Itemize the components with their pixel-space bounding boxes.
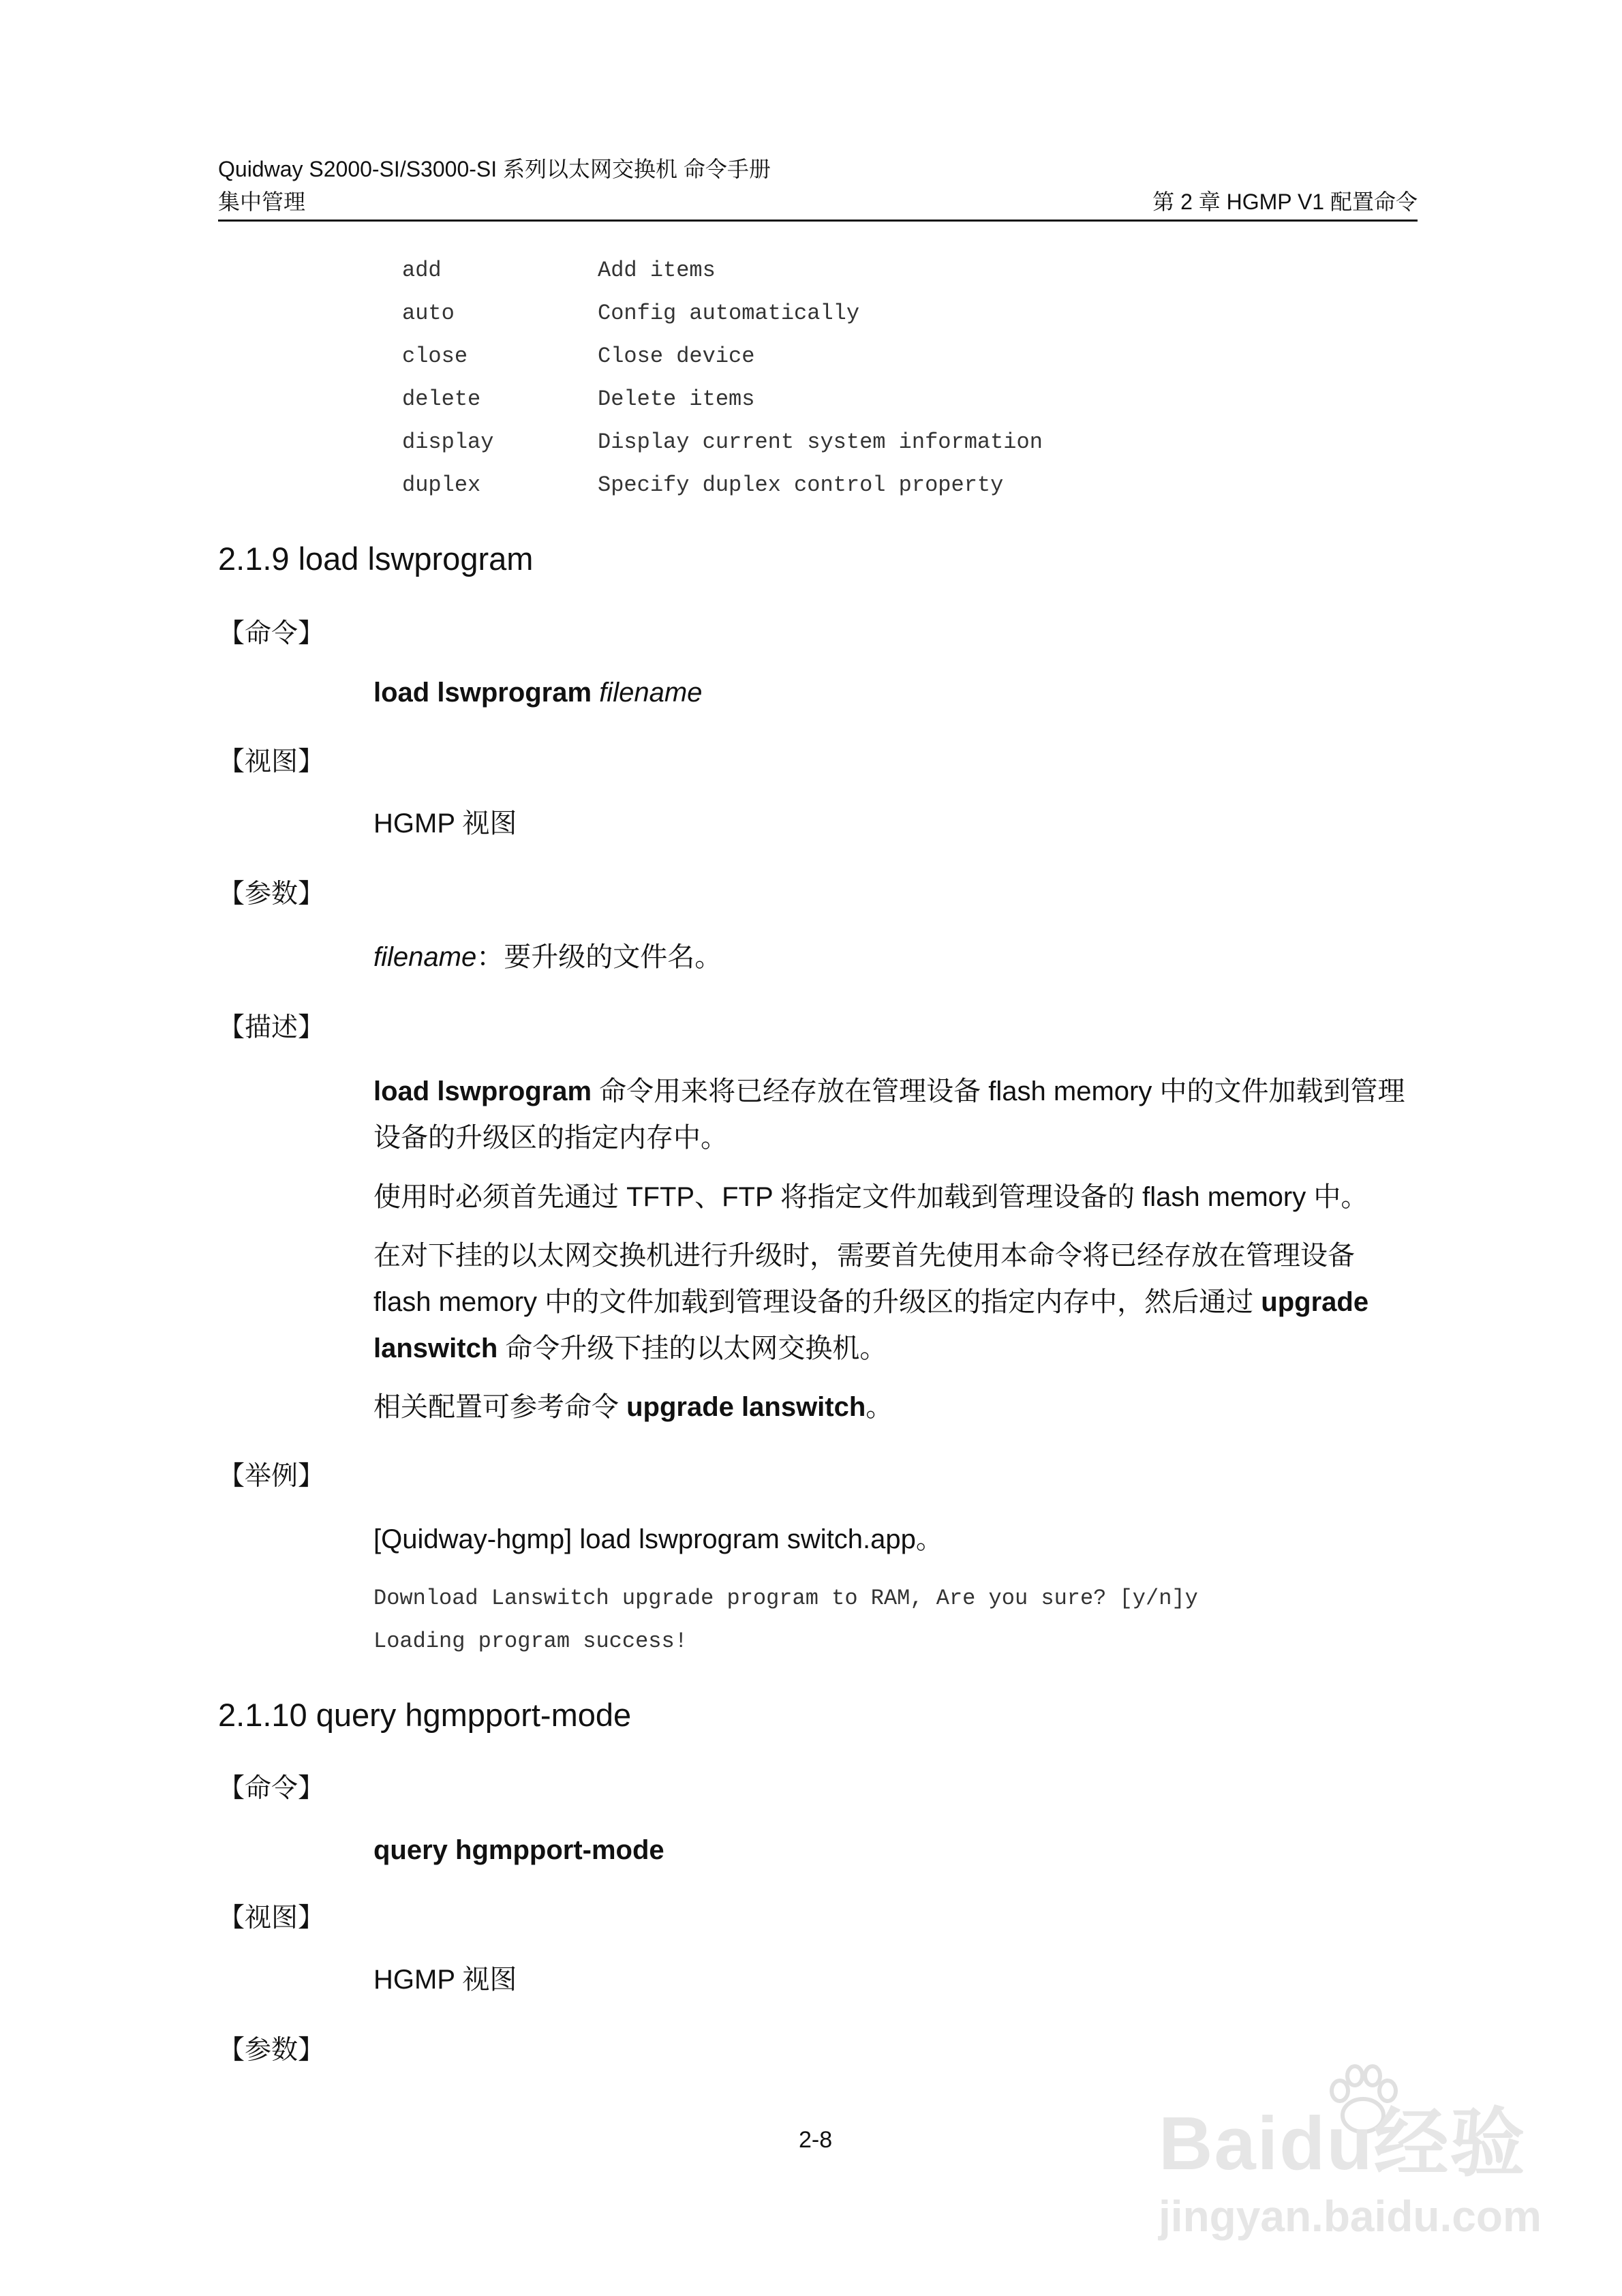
header-section: 集中管理 (218, 190, 306, 214)
option-cmd: display (402, 429, 494, 455)
option-cmd: add (402, 258, 442, 283)
option-desc: Display current system information (598, 429, 1043, 455)
view-label: 【视图】 (218, 747, 325, 776)
example-output: Download Lanswitch upgrade program to RAM, Are you sure? [y/n]y (373, 1586, 1198, 1611)
example-command: [Quidway-hgmp] load lswprogram switch.app。 (373, 1524, 943, 1554)
header-title: Quidway S2000-SI/S3000-SI 系列以太网交换机 命令手册 (218, 157, 771, 181)
description-paragraph: 在对下挂的以太网交换机进行升级时，需要首先使用本命令将已经存放在管理设备 flash memory 中的文件加载到管理设备的升级区的指定内存中，然后通过 upgrade lanswitch 命令升级下挂的以太网交换机。 (373, 1241, 1369, 1363)
option-cmd: duplex (402, 472, 481, 498)
option-desc: Close device (598, 344, 755, 369)
option-desc: Specify duplex control property (598, 472, 1004, 498)
page-number: 2-8 (799, 2127, 833, 2153)
example-output: Loading program success! (373, 1629, 688, 1654)
section-heading: 2.1.9 load lswprogram (218, 541, 534, 577)
option-desc: Config automatically (598, 301, 860, 326)
command-label: 【命令】 (218, 619, 325, 648)
option-desc: Delete items (598, 387, 755, 412)
header-rule (218, 220, 1418, 222)
header-chapter: 第 2 章 HGMP V1 配置命令 (1152, 190, 1418, 214)
section-heading: 2.1.10 query hgmpport-mode (218, 1697, 632, 1733)
option-cmd: delete (402, 387, 481, 412)
param-label: 【参数】 (218, 2036, 325, 2065)
view-text: HGMP 视图 (373, 1965, 517, 1995)
description-label: 【描述】 (218, 1013, 325, 1042)
param-text: filename：要升级的文件名。 (373, 942, 722, 972)
command-syntax: load lswprogram filename (373, 678, 703, 708)
option-cmd: auto (402, 301, 455, 326)
watermark-url: jingyan.baidu.com (1159, 2192, 1542, 2241)
option-cmd: close (402, 344, 468, 369)
watermark-brand: Baidu经验 (1159, 2102, 1527, 2186)
view-text: HGMP 视图 (373, 809, 517, 839)
option-desc: Add items (598, 258, 716, 283)
description-paragraph: 使用时必须首先通过 TFTP、FTP 将指定文件加载到管理设备的 flash memory 中。 (373, 1182, 1368, 1212)
example-label: 【举例】 (218, 1462, 325, 1491)
command-syntax: query hgmpport-mode (373, 1835, 664, 1865)
command-label: 【命令】 (218, 1774, 325, 1803)
view-label: 【视图】 (218, 1903, 325, 1933)
description-paragraph: load lswprogram 命令用来将已经存放在管理设备 flash memory 中的文件加载到管理设备的升级区的指定内存中。 (373, 1076, 1405, 1153)
param-label: 【参数】 (218, 879, 325, 909)
description-paragraph: 相关配置可参考命令 upgrade lanswitch。 (373, 1392, 893, 1422)
